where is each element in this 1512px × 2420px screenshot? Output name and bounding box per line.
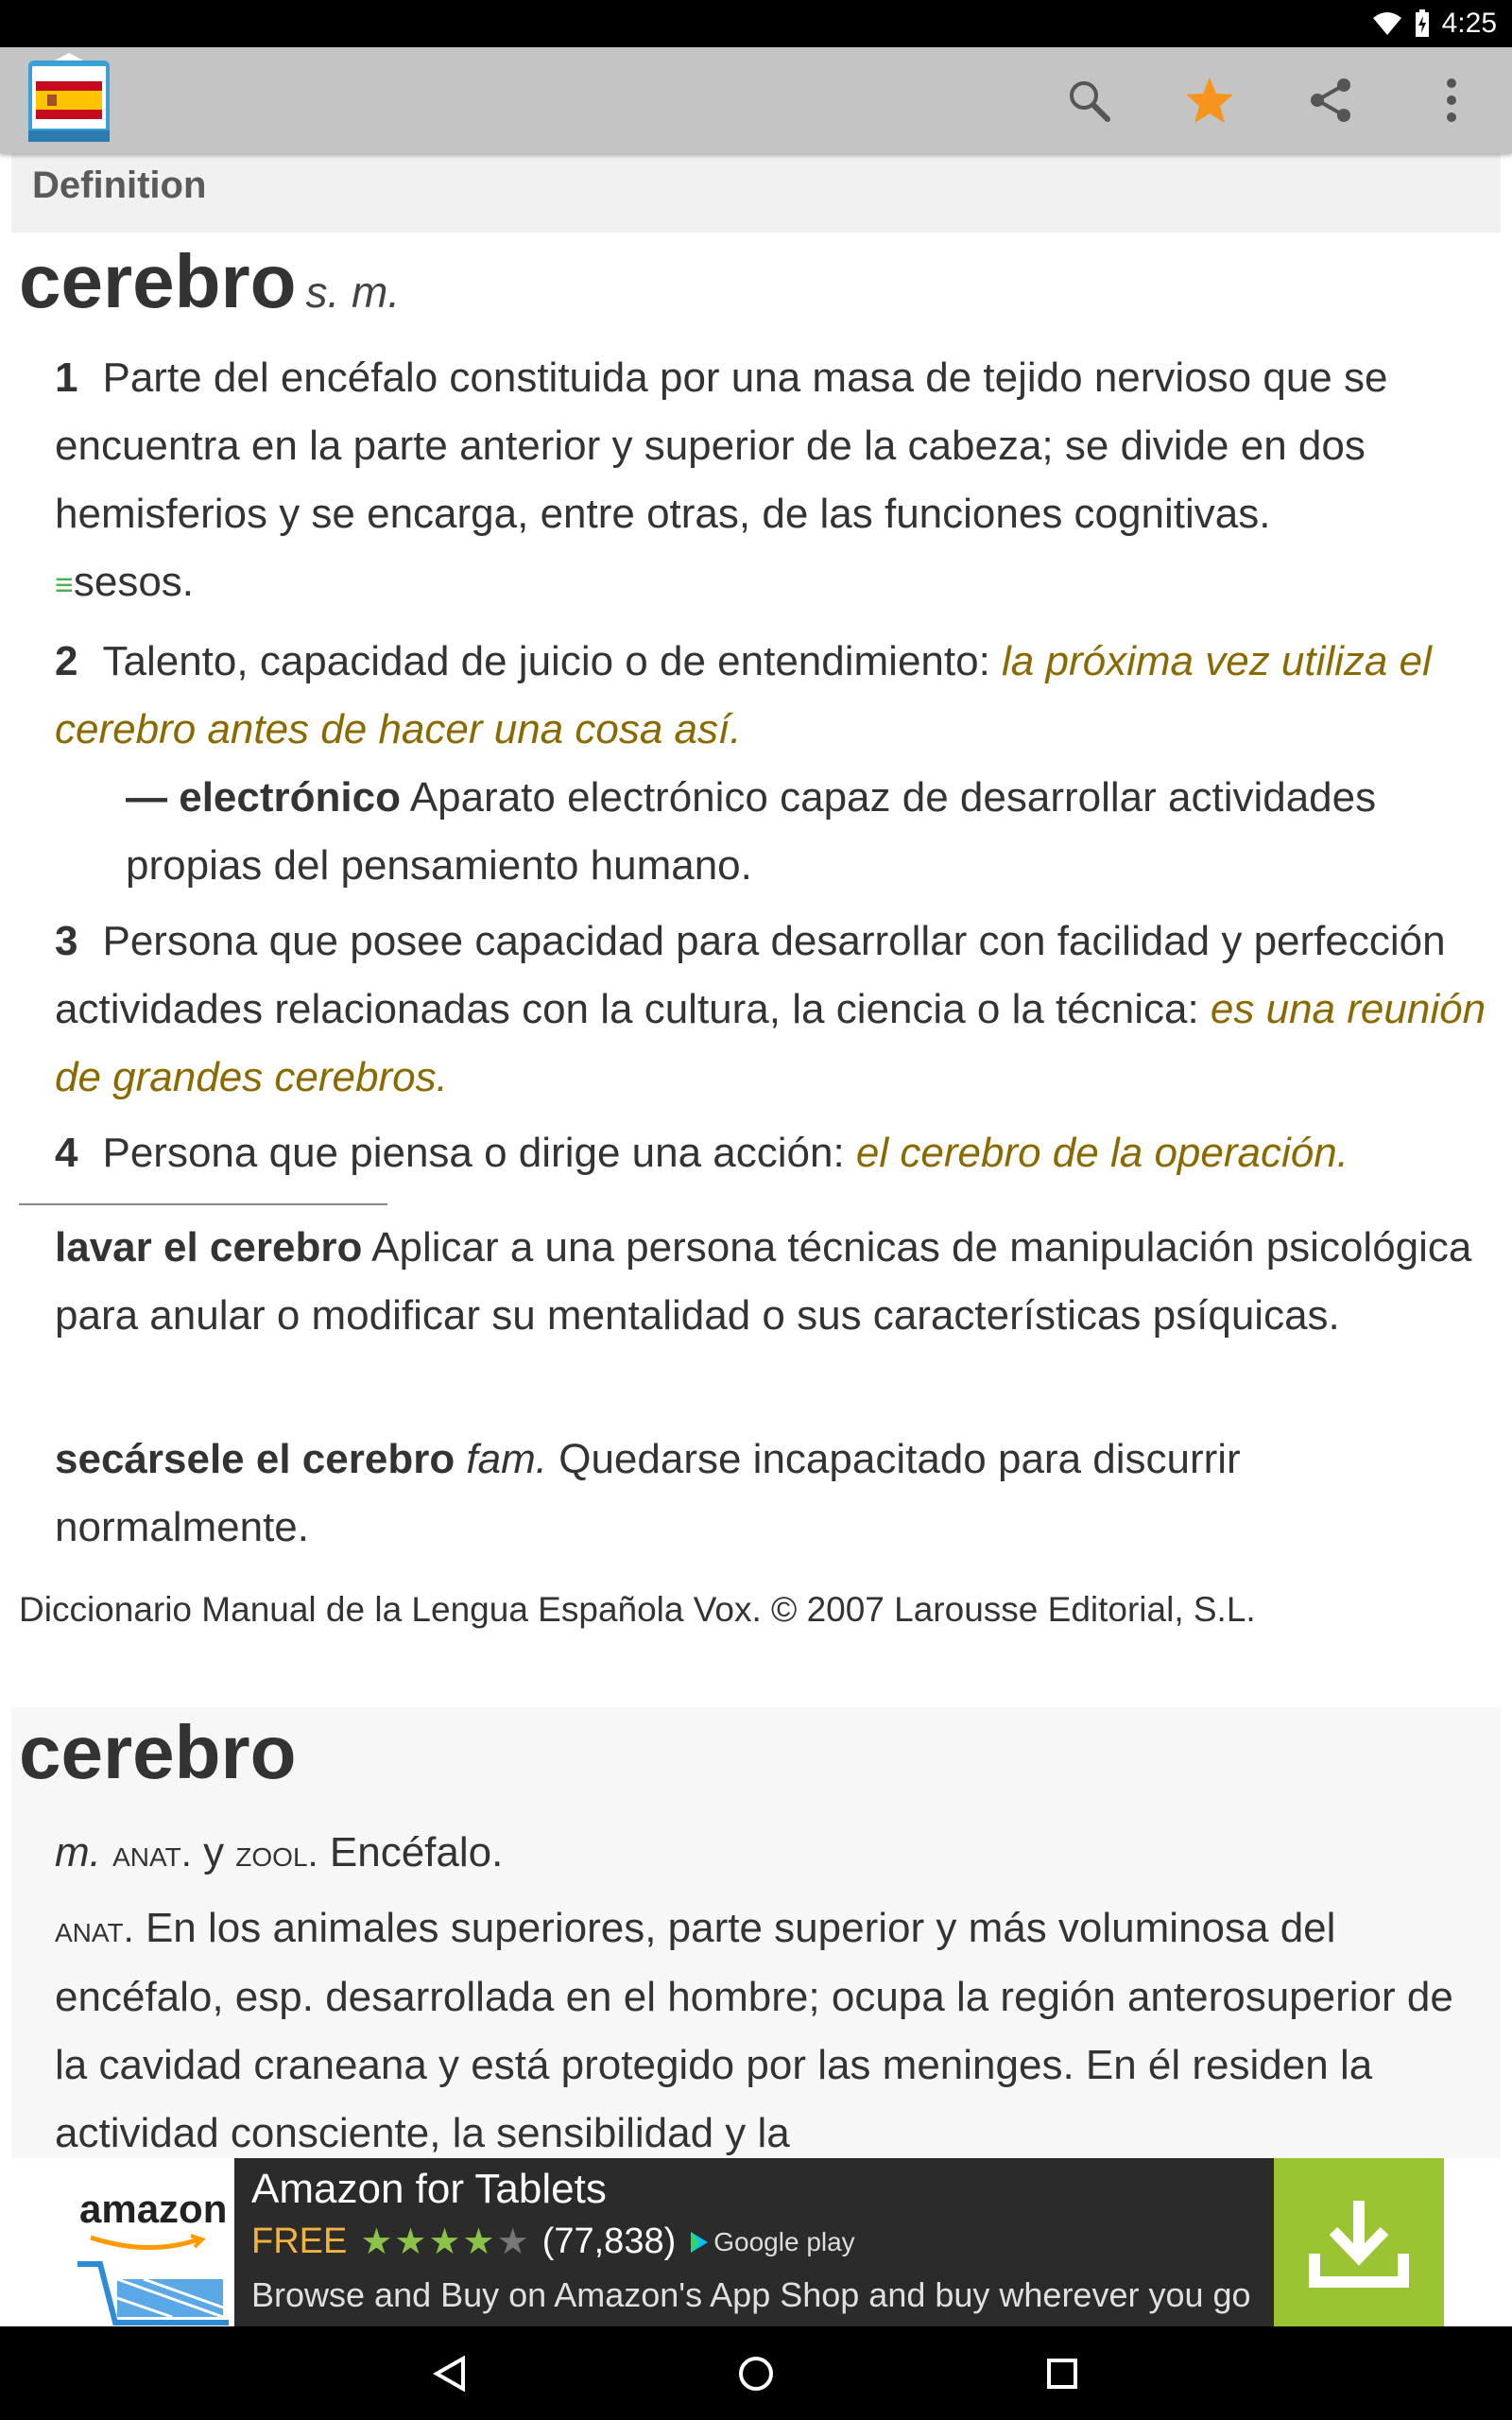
overflow-menu-button[interactable] bbox=[1391, 47, 1512, 153]
rating-count: (77,838) bbox=[541, 2221, 677, 2261]
download-icon bbox=[1307, 2195, 1411, 2290]
status-bar bbox=[0, 0, 1512, 47]
wifi-icon bbox=[1372, 10, 1402, 37]
share-button[interactable] bbox=[1270, 47, 1391, 153]
section-header bbox=[11, 153, 1501, 233]
overflow-menu-icon bbox=[1445, 78, 1458, 123]
rating-stars: ★★★★★ bbox=[360, 2222, 529, 2262]
ad-download-button[interactable] bbox=[1274, 2158, 1444, 2326]
example: la próxima vez utiliza el cerebro antes de hacer una cosa así. bbox=[55, 638, 1432, 752]
example: es una reunión de grandes cerebros. bbox=[55, 986, 1486, 1100]
shopping-cart-icon bbox=[77, 2260, 229, 2326]
app-logo-dictionary-icon[interactable] bbox=[26, 53, 112, 146]
synonym: sesos. bbox=[73, 559, 195, 605]
headword-2: cerebro bbox=[19, 1710, 297, 1794]
search-button[interactable] bbox=[1028, 47, 1149, 153]
star-icon bbox=[1184, 76, 1235, 125]
divider bbox=[19, 1203, 387, 1205]
sense-2: 2 Talento, capacidad de juicio o de entendimiento: la próxima vez utiliza el cerebro antes de hacer una cosa así. bbox=[55, 638, 1432, 752]
home-button[interactable] bbox=[680, 2326, 832, 2420]
sense-3: 3 Persona que posee capacidad para desarrollar con facilidad y perfección actividades relacionadas con la cultura, la ciencia o la técnica: es una reunión de grandes cerebros. bbox=[55, 918, 1486, 1100]
amazon-logo: amazon bbox=[68, 2158, 234, 2326]
home-icon bbox=[737, 2355, 775, 2393]
example: el cerebro de la operación. bbox=[855, 1130, 1349, 1176]
ad-price: FREE bbox=[251, 2221, 348, 2261]
ad-title: Amazon for Tablets bbox=[251, 2166, 607, 2212]
source-citation: Diccionario Manual de la Lengua Española Vox. © 2007 Larousse Editorial, S.L. bbox=[19, 1590, 1256, 1629]
recents-button[interactable] bbox=[987, 2326, 1138, 2420]
definition-content[interactable] bbox=[0, 153, 1512, 2158]
ad-description: Browse and Buy on Amazon's App Shop and buy wherever you go bbox=[251, 2275, 1251, 2314]
share-icon bbox=[1308, 78, 1353, 123]
headword: cerebro s. m. bbox=[19, 239, 401, 323]
phrase-secarsele: secársele el cerebro fam. Quedarse incapacitado para discurrir normalmente. bbox=[55, 1436, 1241, 1550]
entry2-line2: anat. En los animales superiores, parte superior y más voluminosa del encéfalo, esp. desarrollada en el hombre; ocupa la región anterosuperior de la cavidad craneana y está protegido por las meninges. En él residen la actividad consciente, la sensibilidad y la bbox=[55, 1905, 1453, 2156]
sense-1: 1 Parte del encéfalo constituida por una masa de tejido nervioso que se encuentra en la parte anterior y superior de la cabeza; se divide en dos hemisferios y se encarga, entre otras, de las funciones cognitivas. ≡sesos. bbox=[55, 354, 1388, 605]
battery-charging-icon bbox=[1414, 9, 1431, 38]
section-title: Definition bbox=[32, 164, 207, 206]
app-bar bbox=[0, 47, 1512, 153]
clock: 4:25 bbox=[1441, 8, 1497, 39]
amazon-smile-icon bbox=[87, 2234, 210, 2253]
google-play-badge: Google play bbox=[689, 2227, 854, 2257]
navigation-bar bbox=[0, 2326, 1512, 2420]
ad-banner[interactable] bbox=[68, 2158, 1444, 2326]
phrase-lavar: lavar el cerebro Aplicar a una persona técnicas de manipulación psicológica para anular o modificar su mentalidad o sus características psíquicas. bbox=[55, 1224, 1472, 1339]
synonym-icon: ≡ bbox=[55, 567, 74, 603]
search-icon bbox=[1066, 78, 1111, 123]
back-icon bbox=[433, 2356, 467, 2392]
favorite-button[interactable] bbox=[1149, 47, 1270, 153]
entry2-line1: m. anat. y zool. Encéfalo. bbox=[55, 1829, 504, 1876]
back-button[interactable] bbox=[374, 2326, 525, 2420]
recents-icon bbox=[1045, 2357, 1079, 2391]
sense-4: 4 Persona que piensa o dirige una acción: el cerebro de la operación. bbox=[55, 1130, 1349, 1176]
grammar-label: s. m. bbox=[305, 268, 401, 317]
subentry: — electrónico Aparato electrónico capaz de desarrollar actividades propias del pensamiento humano. bbox=[126, 774, 1377, 889]
ad-meta bbox=[251, 2221, 855, 2263]
google-play-icon bbox=[689, 2230, 710, 2255]
